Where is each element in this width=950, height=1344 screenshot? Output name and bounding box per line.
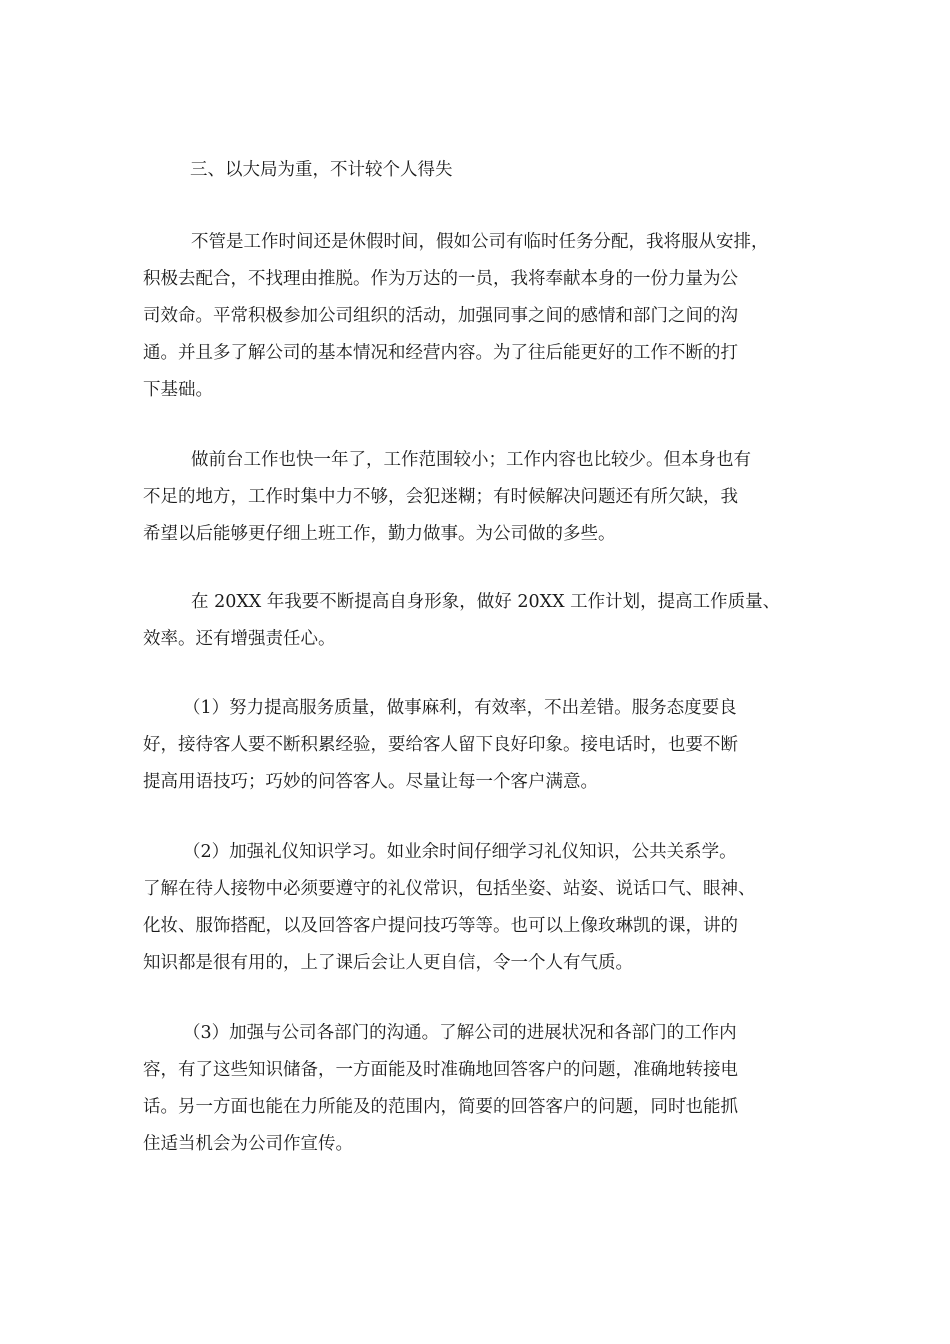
heading-text: 三、以大局为重，不计较个人得失 [190, 160, 453, 180]
paragraph-line: 不足的地方，工作时集中力不够，会犯迷糊；有时候解决问题还有所欠缺，我 [143, 487, 738, 507]
paragraph-line: 在 20XX 年我要不断提高自身形象，做好 20XX 工作计划，提高工作质量、 [191, 592, 781, 612]
paragraph-teamwork [143, 224, 813, 409]
paragraph-line: 容，有了这些知识储备，一方面能及时准确地回答客户的问题，准确地转接电 [143, 1060, 738, 1080]
paragraph-line: 知识都是很有用的，上了课后会让人更自信，令一个人有气质。 [143, 953, 633, 973]
paragraph-line: 化妆、服饰搭配，以及回答客户提问技巧等等。也可以上像玫琳凯的课，讲的 [143, 916, 738, 936]
paragraph-line: 提高用语技巧；巧妙的问答客人。尽量让每一个客户满意。 [143, 772, 598, 792]
paragraph-item-2 [143, 834, 813, 982]
paragraph-plan [143, 584, 813, 658]
paragraph-line: 希望以后能够更仔细上班工作，勤力做事。为公司做的多些。 [143, 524, 616, 544]
paragraph-line: 住适当机会为公司作宣传。 [143, 1134, 353, 1154]
paragraph-line: 好，接待客人要不断积累经验，要给客人留下良好印象。接电话时，也要不断 [143, 735, 738, 755]
paragraph-line: （2）加强礼仪知识学习。如业余时间仔细学习礼仪知识，公共关系学。 [183, 842, 737, 862]
paragraph-self-review [143, 442, 813, 553]
paragraph-line: 不管是工作时间还是休假时间，假如公司有临时任务分配，我将服从安排， [191, 232, 769, 252]
paragraph-line: （3）加强与公司各部门的沟通。了解公司的进展状况和各部门的工作内 [183, 1023, 737, 1043]
paragraph-line: 了解在待人接物中必须要遵守的礼仪常识，包括坐姿、站姿、说话口气、眼神、 [143, 879, 756, 899]
paragraph-item-1 [143, 690, 813, 801]
paragraph-line: 下基础。 [143, 380, 213, 400]
paragraph-line: 话。另一方面也能在力所能及的范围内，简要的回答客户的问题，同时也能抓 [143, 1097, 738, 1117]
paragraph-line: 做前台工作也快一年了，工作范围较小；工作内容也比较少。但本身也有 [191, 450, 751, 470]
paragraph-line: 效率。还有增强责任心。 [143, 629, 336, 649]
paragraph-line: 通。并且多了解公司的基本情况和经营内容。为了往后能更好的工作不断的打 [143, 343, 738, 363]
section-heading [190, 152, 453, 189]
paragraph-line: 司效命。平常积极参加公司组织的活动，加强同事之间的感情和部门之间的沟 [143, 306, 738, 326]
paragraph-line: （1）努力提高服务质量，做事麻利，有效率，不出差错。服务态度要良 [183, 698, 737, 718]
paragraph-line: 积极去配合，不找理由推脱。作为万达的一员，我将奉献本身的一份力量为公 [143, 269, 738, 289]
paragraph-item-3 [143, 1015, 813, 1163]
